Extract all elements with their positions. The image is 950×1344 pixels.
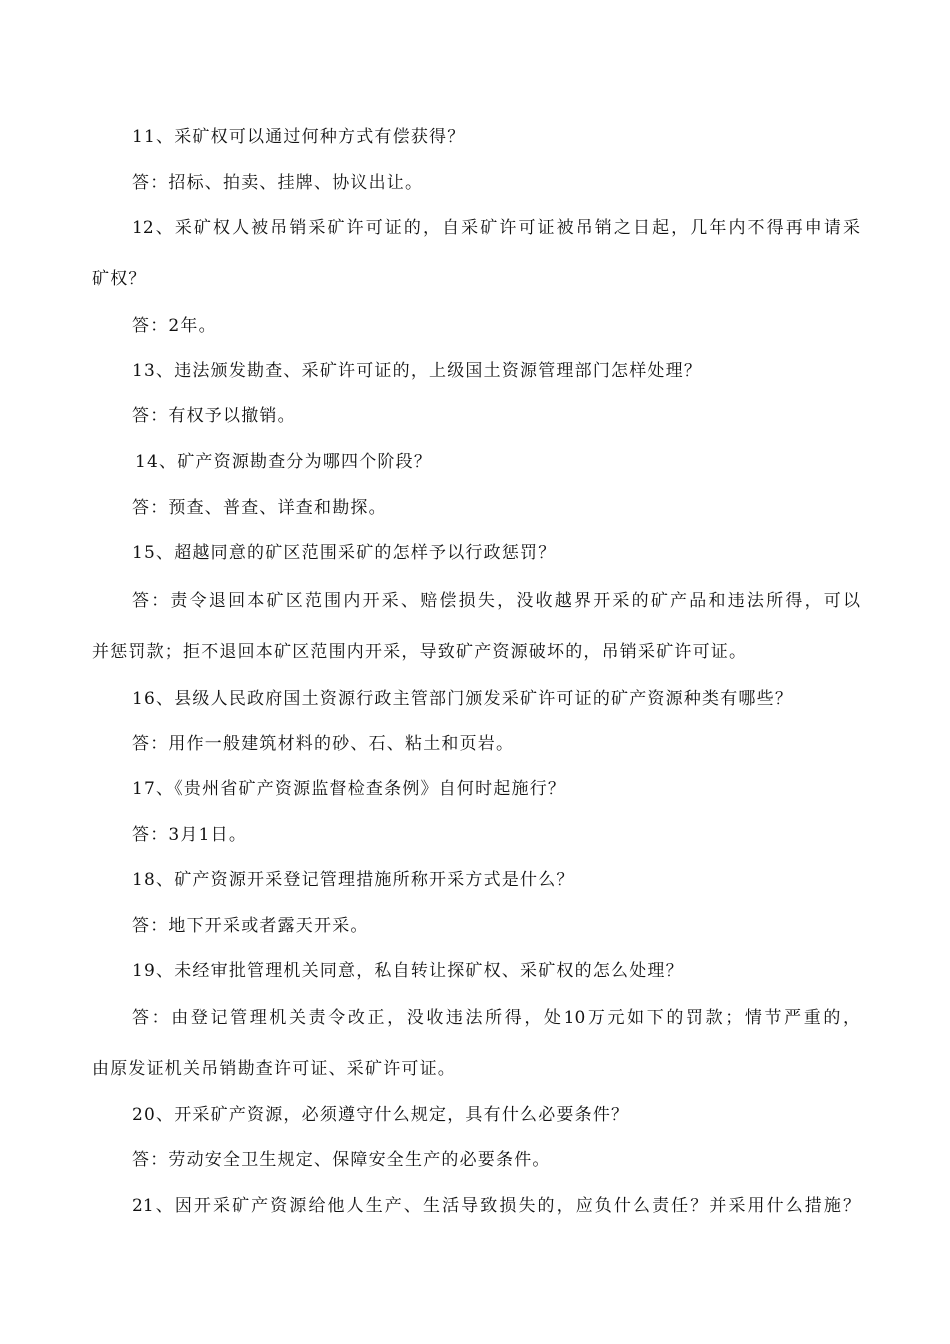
question-17: 17、《贵州省矿产资源监督检查条例》自何时起施行？	[132, 779, 567, 799]
answer-13: 答：有权予以撤销。	[132, 406, 296, 426]
question-16: 16、县级人民政府国土资源行政主管部门颁发采矿许可证的矿产资源种类有哪些？	[132, 689, 794, 709]
answer-20: 答：劳动安全卫生规定、保障安全生产的必要条件。	[132, 1150, 551, 1170]
question-20: 20、开采矿产资源，必须遵守什么规定，具有什么必要条件？	[132, 1105, 630, 1125]
answer-18: 答：地下开采或者露天开采。	[132, 916, 369, 936]
question-11: 11、采矿权可以通过何种方式有偿获得？	[132, 127, 466, 147]
answer-17: 答：3月1日。	[132, 825, 248, 845]
answer-15-continued: 并惩罚款；拒不退回本矿区范围内开采，导致矿产资源破坏的，吊销采矿许可证。	[92, 642, 748, 662]
answer-14: 答：预查、普查、详查和勘探。	[132, 498, 387, 518]
question-14: 14、矿产资源勘查分为哪四个阶段？	[135, 452, 433, 472]
answer-11: 答：招标、拍卖、挂牌、协议出让。	[132, 173, 424, 193]
question-19: 19、未经审批管理机关同意，私自转让探矿权、采矿权的怎么处理？	[132, 961, 684, 981]
answer-16: 答：用作一般建筑材料的砂、石、粘土和页岩。	[132, 734, 515, 754]
question-15: 15、超越同意的矿区范围采矿的怎样予以行政惩罚？	[132, 543, 557, 563]
answer-15: 答：责令退回本矿区范围内开采、赔偿损失，没收越界开采的矿产品和违法所得，可以	[132, 591, 860, 611]
question-13: 13、违法颁发勘查、采矿许可证的，上级国土资源管理部门怎样处理？	[132, 361, 703, 381]
question-12: 12、采矿权人被吊销采矿许可证的，自采矿许可证被吊销之日起，几年内不得再申请采	[132, 218, 860, 238]
question-21: 21、因开采矿产资源给他人生产、生活导致损失的，应负什么责任？并采用什么措施？	[132, 1196, 860, 1216]
question-12-continued: 矿权？	[92, 269, 147, 289]
question-18: 18、矿产资源开采登记管理措施所称开采方式是什么？	[132, 870, 575, 890]
answer-19: 答：由登记管理机关责令改正，没收违法所得，处10万元如下的罚款；情节严重的，	[132, 1008, 860, 1028]
answer-19-continued: 由原发证机关吊销勘查许可证、采矿许可证。	[92, 1059, 456, 1079]
answer-12: 答：2年。	[132, 316, 217, 336]
